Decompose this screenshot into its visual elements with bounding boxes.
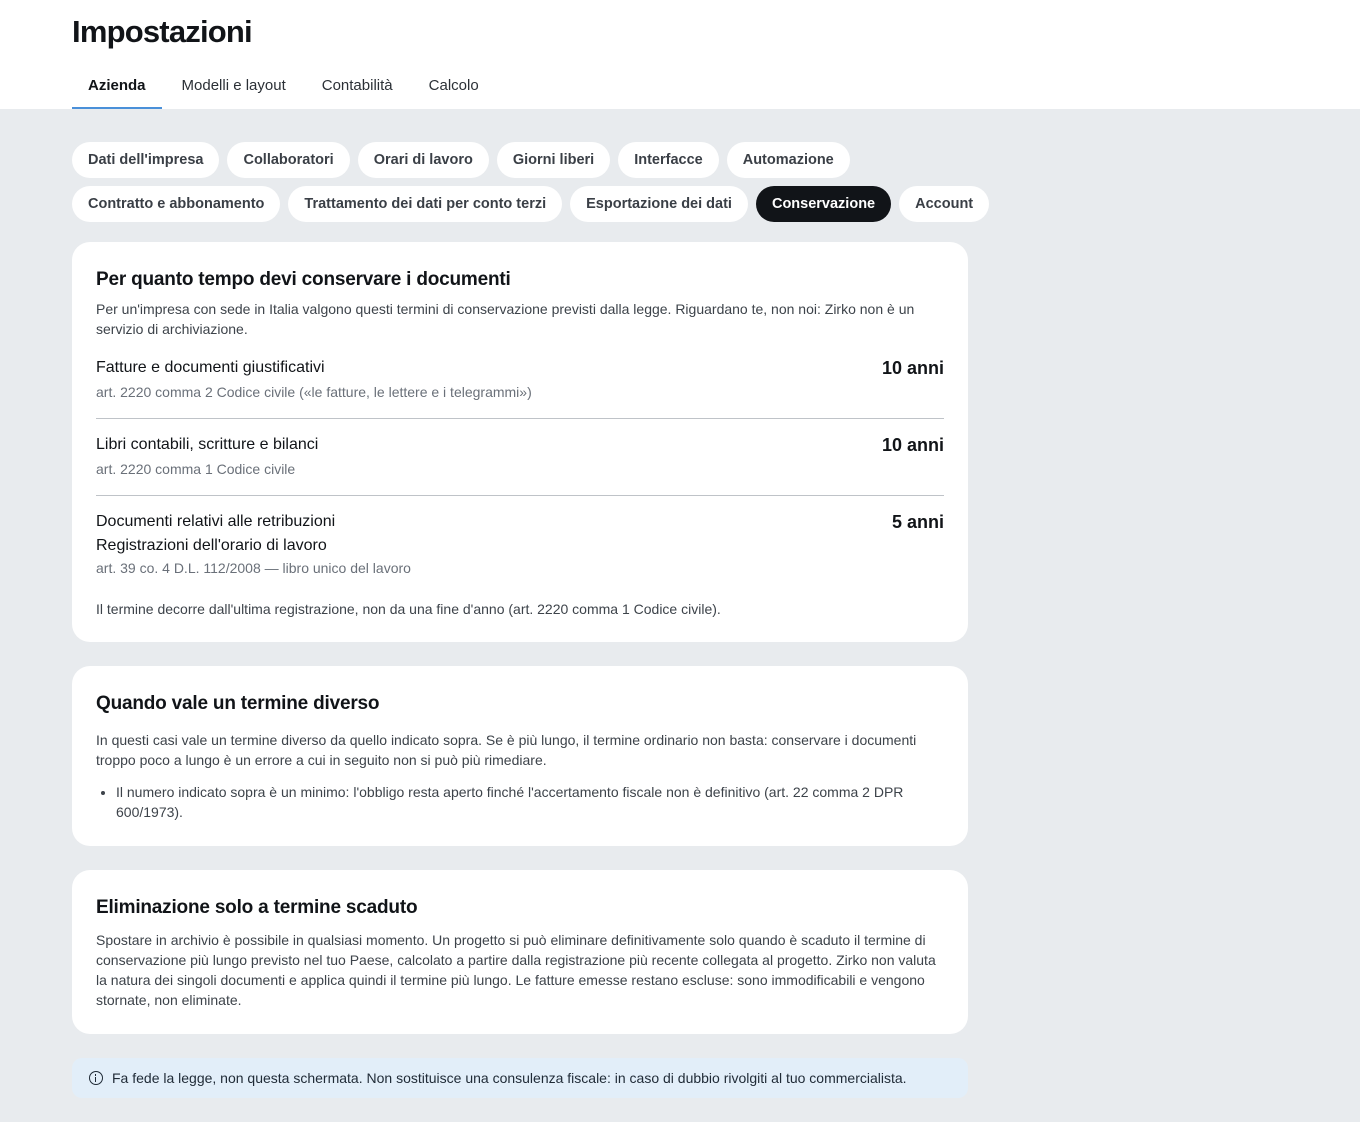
retention-row [96, 510, 944, 576]
chip-trattamento-dati[interactable]: Trattamento dei dati per conto terzi [288, 186, 562, 222]
retention-row-title-secondary: Registrazioni dell'orario di lavoro [96, 537, 327, 554]
retention-row-title: Libri contabili, scritture e bilanci [96, 436, 319, 453]
chip-collaboratori[interactable]: Collaboratori [227, 142, 349, 178]
retention-intro: Per un'impresa con sede in Italia valgono questi termini di conservazione previsti dalla legge. Riguardano te, non noi: Zirko non è un servizio di archiviazione. [96, 301, 915, 337]
deletion-title: Eliminazione solo a termine scaduto [96, 897, 418, 918]
retention-row-ref: art. 39 co. 4 D.L. 112/2008 — libro unico del lavoro [96, 560, 411, 576]
retention-title: Per quanto tempo devi conservare i documenti [96, 269, 511, 290]
chip-giorni-liberi[interactable]: Giorni liberi [497, 142, 610, 178]
divider [96, 495, 944, 496]
divider [96, 418, 944, 419]
chip-interfacce[interactable]: Interfacce [618, 142, 719, 178]
retention-row-title: Documenti relativi alle retribuzioni [96, 513, 336, 530]
retention-row-value: 10 anni [881, 435, 944, 455]
different-term-card [72, 666, 968, 846]
chip-contratto-abbonamento[interactable]: Contratto e abbonamento [72, 186, 280, 222]
tab-contabilita[interactable]: Contabilità [321, 77, 393, 94]
retention-row [96, 433, 944, 477]
retention-row-value: 5 anni [891, 512, 944, 532]
page-title: Impostazioni [72, 14, 252, 49]
different-term-list [116, 782, 944, 822]
retention-row-ref: art. 2220 comma 1 Codice civile [96, 461, 296, 477]
chip-automazione[interactable]: Automazione [727, 142, 850, 178]
different-term-title: Quando vale un termine diverso [96, 693, 380, 714]
tab-modelli-e-layout[interactable]: Modelli e layout [181, 77, 286, 94]
retention-row-ref: art. 2220 comma 2 Codice civile («le fatture, le lettere e i telegrammi») [96, 384, 532, 400]
chip-conservazione[interactable]: Conservazione [756, 186, 891, 222]
chip-dati-impresa[interactable]: Dati dell'impresa [72, 142, 219, 178]
tab-calcolo[interactable]: Calcolo [428, 77, 479, 94]
retention-row-value: 10 anni [881, 358, 944, 378]
list-item: • Il numero indicato sopra è un minimo: l'obbligo resta aperto finché l'accertamento fiscale non è definitivo (art. 22 comma 2 DPR 600/1973). [116, 782, 944, 822]
chip-account[interactable]: Account [899, 186, 989, 222]
chip-orari-di-lavoro[interactable]: Orari di lavoro [358, 142, 489, 178]
chip-esportazione-dati[interactable]: Esportazione dei dati [570, 186, 748, 222]
tab-azienda[interactable]: Azienda [72, 66, 162, 109]
retention-row [96, 356, 944, 400]
legal-info-banner [72, 1058, 968, 1098]
legal-info-text: Fa fede la legge, non questa schermata. Non sostituisce una consulenza fiscale: in caso di dubbio rivolgiti al tuo commercialista. [112, 1070, 907, 1086]
header [0, 0, 1360, 109]
deletion-card [72, 870, 968, 1034]
different-term-intro: In questi casi vale un termine diverso da quello indicato sopra. Se è più lungo, il termine ordinario non basta: conservare i documenti troppo poco a lungo è un errore a cui in seguito non si può più rimediare. [96, 732, 917, 768]
retention-row-title: Fatture e documenti giustificativi [96, 359, 325, 376]
retention-card [72, 242, 968, 642]
info-icon [89, 1071, 103, 1085]
main-tabs [72, 66, 499, 109]
retention-note: Il termine decorre dall'ultima registrazione, non da una fine d'anno (art. 2220 comma 1 Codice civile). [96, 601, 721, 617]
subsection-chips [72, 142, 1072, 230]
deletion-text: Spostare in archivio è possibile in qualsiasi momento. Un progetto si può eliminare definitivamente solo quando è scaduto il termine di conservazione più lungo previsto nel tuo Paese, calcolato a partire dalla registrazione più recente collegata al progetto. Zirko non valuta la natura dei singoli documenti e applica quindi il termine più lungo. Le fatture emesse restano escluse: sono immodificabili e vengono stornate, non eliminate. [96, 932, 936, 1008]
